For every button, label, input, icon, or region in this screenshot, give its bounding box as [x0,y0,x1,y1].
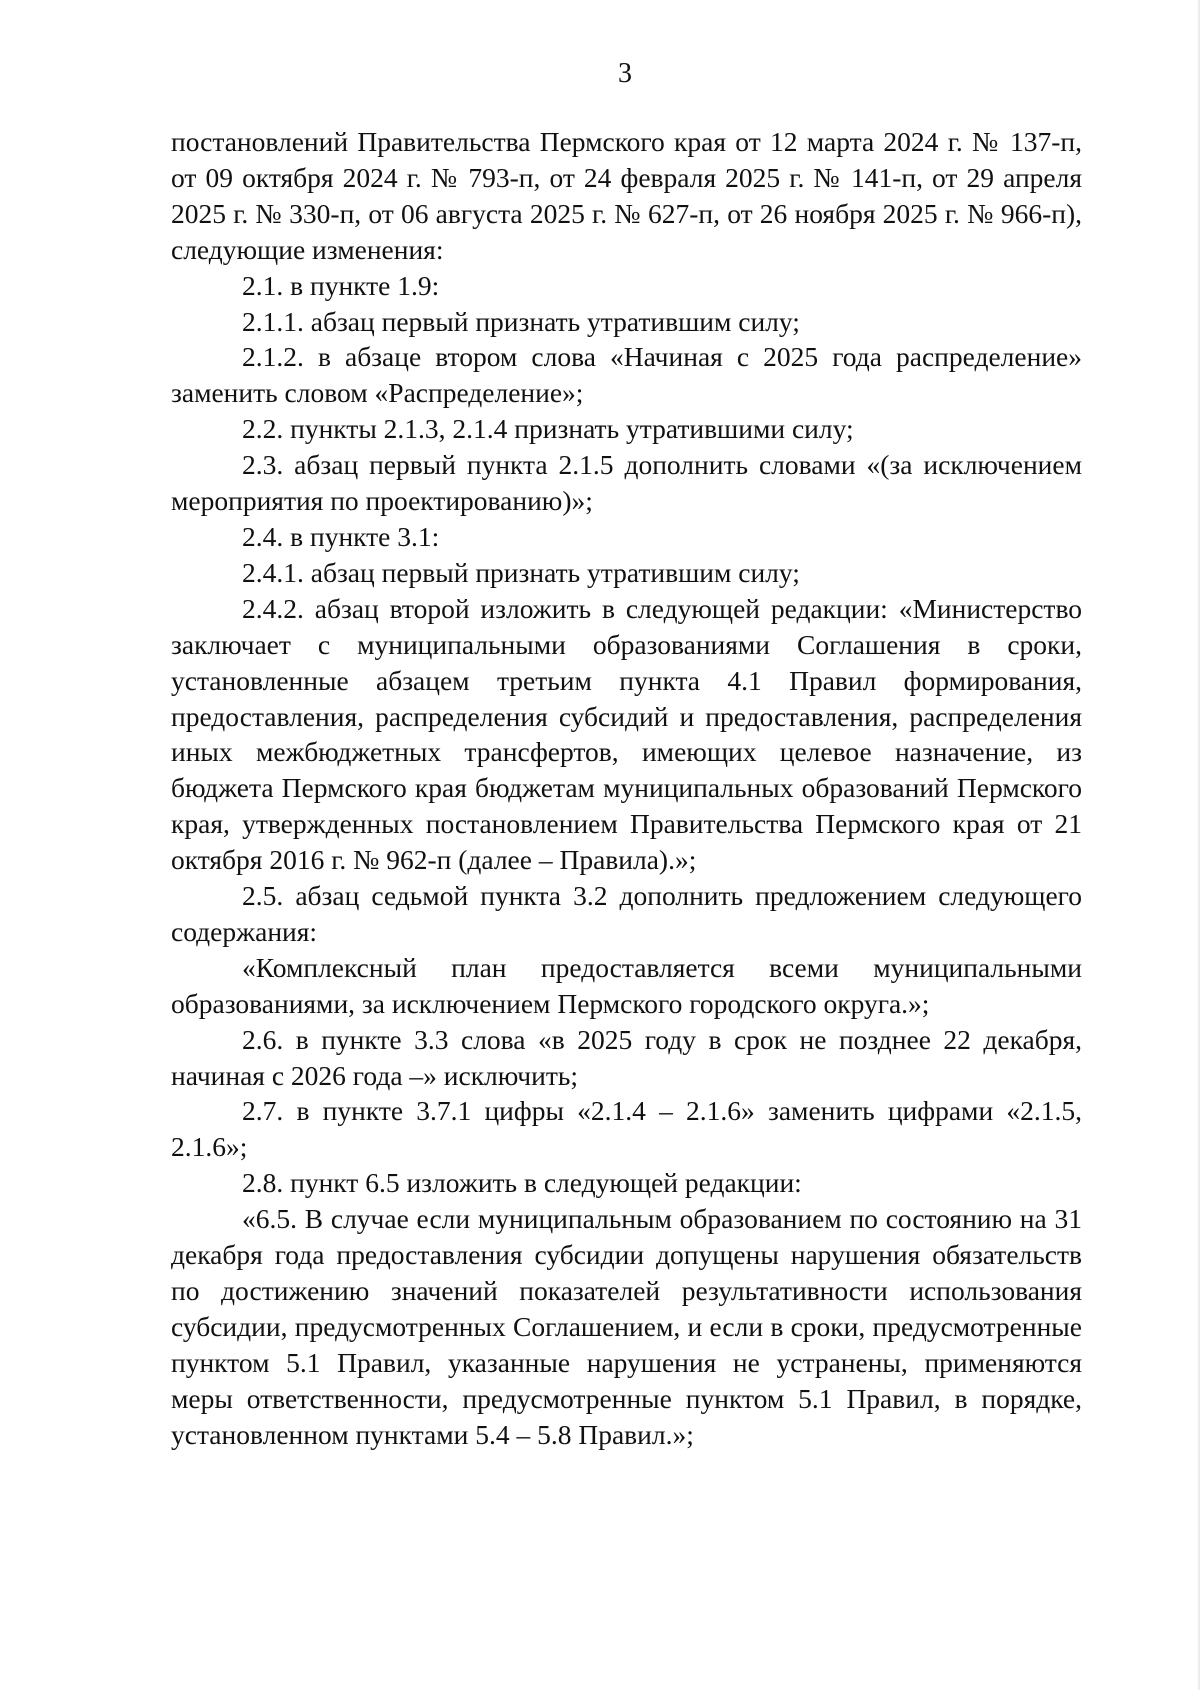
paragraph-2-7: 2.7. в пункте 3.7.1 цифры «2.1.4 – 2.1.6» заменить цифрами «2.1.5, 2.1.6»; [171,1095,1082,1163]
paragraph-2-4-1: 2.4.1. абзац первый признать утратившим силу; [242,556,800,588]
paragraph-2-4-2: 2.4.2. абзац второй изложить в следующей редакции: «Министерство заключает с муниципальными образованиями Соглашения в сроки, установленные абзацем третьим пункта 4.1 Правил формирования, предоставления, распределения субсидий и предоставления, распределения иных межбюджетных трансфертов, имеющих целевое назначение, из бюджета Пермского края бюджетам муниципальных образований Пермского края, утвержденных постановлением Правительства Пермского края от 21 октября 2016 г. № 962-п (далее – Правила).»; [171,592,1082,876]
paragraph-quote-6-5: «6.5. В случае если муниципальным образованием по состоянию на 31 декабря года предоставления субсидии допущены нарушения обязательств по достижению значений показателей результативности использования субсидии, предусмотренных Соглашением, и если в сроки, предусмотренные пунктом 5.1 Правил, указанные нарушения не устранены, применяются меры ответственности, предусмотренные пунктом 5.1 Правил, в порядке, установленном пунктами 5.4 – 5.8 Правил.»; [171,1203,1082,1450]
paragraph-2-6: 2.6. в пункте 3.3 слова «в 2025 году в срок не позднее 22 декабря, начиная с 2026 года –» исключить; [171,1023,1082,1091]
paragraph-2-1: 2.1. в пункте 1.9: [242,269,440,301]
paragraph-2-5: 2.5. абзац седьмой пункта 3.2 дополнить предложением следующего содержания: [171,880,1082,947]
paragraph-2-4: 2.4. в пункте 3.1: [242,520,440,552]
paragraph-2-3: 2.3. абзац первый пункта 2.1.5 дополнить словами «(за исключением мероприятия по проектированию)»; [171,449,1082,517]
paragraph-2-8: 2.8. пункт 6.5 изложить в следующей редакции: [242,1167,802,1199]
paragraph-2-1-2: 2.1.2. в абзаце втором слова «Начиная с 2025 года распределение» заменить словом «Распределение»; [171,341,1082,409]
document-body [171,124,1082,1453]
paragraph-continuation: постановлений Правительства Пермского края от 12 марта 2024 г. № 137-п, от 09 октября 2024 г. № 793-п, от 24 февраля 2025 г. № 141-п, от 29 апреля 2025 г. № 330-п, от 06 августа 2025 г. № 627-п, от 26 ноября 2025 г. № 966-п), следующие изменения: [171,126,1082,265]
page-number: 3 [618,58,632,89]
paragraph-quote-complex-plan: «Комплексный план предоставляется всеми муниципальными образованиями, за исключением Пермского городского округа.»; [171,951,1082,1019]
paragraph-2-1-1: 2.1.1. абзац первый признать утратившим силу; [242,305,800,337]
paragraph-2-2: 2.2. пункты 2.1.3, 2.1.4 признать утратившими силу; [242,413,854,445]
